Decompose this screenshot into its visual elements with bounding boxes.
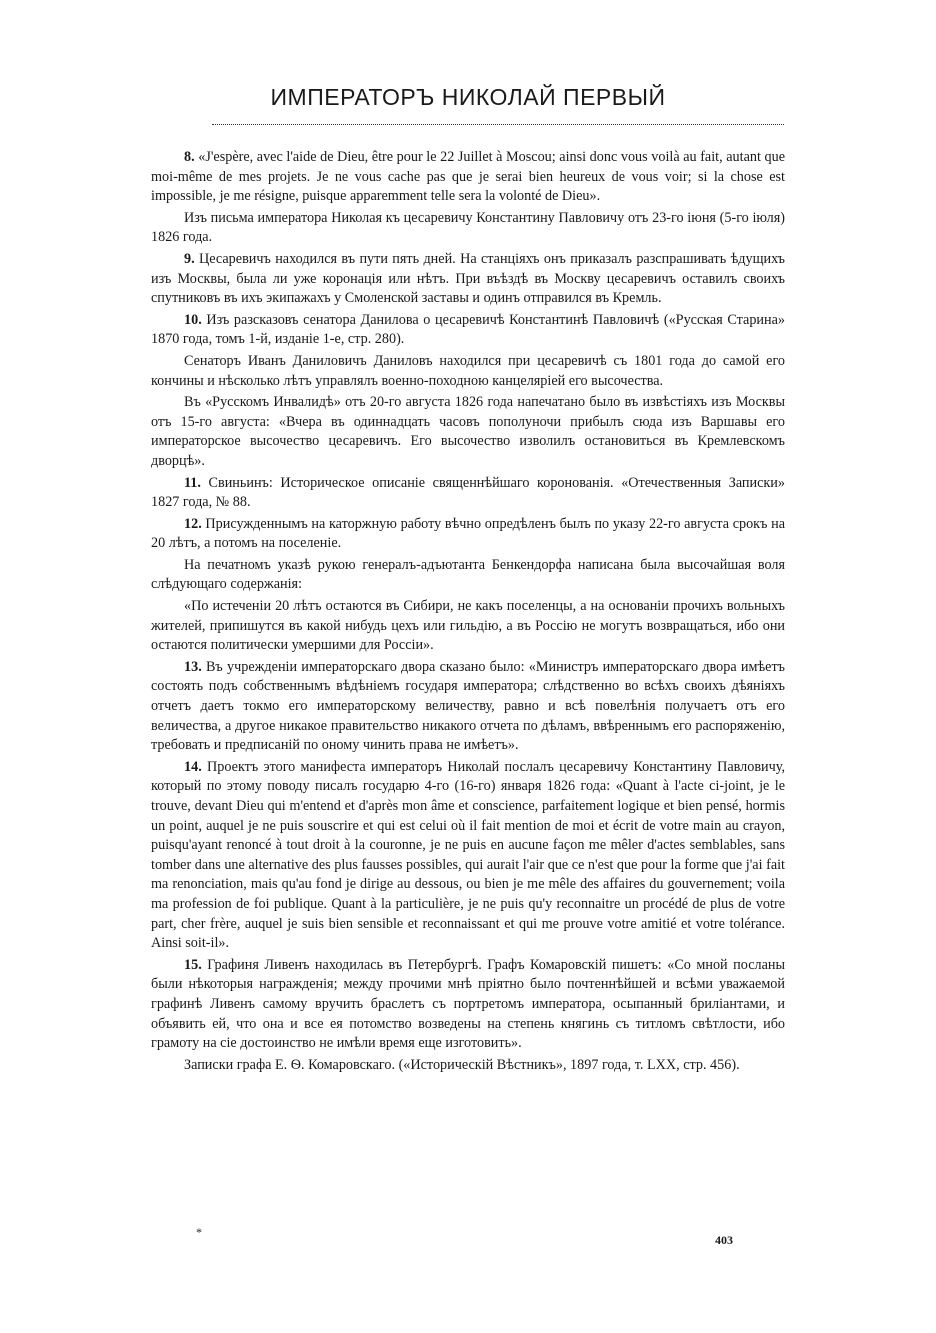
note-15: 15. Графиня Ливенъ находилась въ Петербургѣ. Графъ Комаровскій пишетъ: «Со мной посланы были нѣкоторыя награжденія; между прочими мнѣ пріятно было почтеннѣйшей и всѣми уважаемой графинѣ Ливенъ самому вручить браслетъ съ портретомъ императора, осыпанный бриліантами, и объявить ей, что она и все ея потомство возведены на степень княгинь съ титломъ свѣтлости, ибо грамоту на сіе достоинство не имѣли время еще изготовить». xyxy=(151,956,785,1052)
title-divider xyxy=(212,124,784,125)
note-15-source: Записки графа Е. Ѳ. Комаровскаго. («Историческій Вѣстникъ», 1897 года, т. LXX, стр. 456). xyxy=(184,1056,740,1073)
note-9: 9. Цесаревичъ находился въ пути пять дней. На станціяхъ онъ приказалъ разспрашивать ѣдущихъ изъ Москвы, была ли уже коронація или нѣтъ. При въѣздѣ въ Москву цесаревичъ оставилъ своихъ спутниковъ въ ихъ экипажахъ у Смоленской заставы и одинъ отправился въ Кремль. xyxy=(151,250,786,307)
page-number: 403 xyxy=(715,1233,733,1247)
note-10: 10. Изъ разсказовъ сенатора Данилова о цесаревичѣ Константинѣ Павловичѣ («Русская Старина» 1870 года, томъ 1-й, изданіе 1-е, стр. 280). xyxy=(151,311,785,348)
note-13: 13. Въ учрежденіи императорскаго двора сказано было: «Министръ императорскаго двора имѣетъ состоять подъ собственнымъ вѣдѣніемъ государя императора; слѣдственно во всѣхъ своихъ дѣяніяхъ отчетъ даетъ токмо его императорскому величеству, равно и всѣ повелѣнія получаетъ отъ его величества, а другое никакое правительство никакого отчета по дѣламъ, ввѣреннымъ его распоряженію, требовать и предписаній по оному чинить права не имѣетъ». xyxy=(151,658,785,754)
note-12-para-2: На печатномъ указѣ рукою генералъ-адъютанта Бенкендорфа написана была высочайшая воля слѣдующаго содержанія: xyxy=(151,556,785,593)
footnote-mark: * xyxy=(196,1225,202,1239)
note-10-para-2: Сенаторъ Иванъ Даниловичъ Даниловъ находился при цесаревичѣ съ 1801 года до самой его кончины и нѣсколько лѣтъ управлялъ военно-походною канцеляріей его высочества. xyxy=(151,352,785,389)
note-10-para-3: Въ «Русскомъ Инвалидѣ» отъ 20-го августа 1826 года напечатано было въ извѣстіяхъ изъ Москвы отъ 15-го августа: «Вчера въ одиннадцать часовъ пополуночи прибылъ сюда изъ Варшавы его императорское высочество цесаревичъ. Его высочество изволилъ остановиться въ Кремлевскомъ дворцѣ». xyxy=(151,394,785,469)
note-11: 11. Свиньинъ: Историческое описаніе священнѣйшаго коронованія. «Отечественныя Записки» 1827 года, № 88. xyxy=(151,474,785,511)
note-8: 8. «J'espère, avec l'aide de Dieu, être pour le 22 Juillet à Moscou; ainsi donc vous voilà au fait, autant que moi-même de mes projets. Je ne vous cache pas que je serai bien heureux de vous voir; si la chose est impossible, je me résigne, puisque apparemment telle sera la volonté de Dieu». xyxy=(151,149,786,205)
note-14: 14. Проектъ этого манифеста императоръ Николай послалъ цесаревичу Константину Павловичу, который по этому поводу писалъ государю 4-го (16-го) января 1826 года: «Quant à l'acte ci-joint, je le trouve, devant Dieu qui m'entend et d'après mon âme et conscience, parfaitement logique et bien pensé, hormis un point, auquel je ne puis souscrire et qui est celui où il fait mention de moi et écrit de votre main au crayon, puisqu'ayant renoncé à tout droit à la couronne, je ne puis en aucune façon me mêler d'actes semblables, sans tomber dans une alternative des plus fausses possibles, qui aurait l'air que ce n'est que pour la forme que j'ai fait ma renonciation, mais qu'au fond je dirige au dessous, ou bien je me mêle des affaires du gouvernement; voila ma profession de foi publique. Quant à la particulière, je ne puis qu'y reconnaitre un procédé de plus de votre part, cher frère, auquel je suis bien sensible et reconnaissant et qui me prouve votre amitié et votre tolérance. Ainsi soit-il». xyxy=(151,758,786,952)
notes-body xyxy=(151,148,785,1077)
note-12-quote: «По истеченіи 20 лѣтъ остаются въ Сибири, не какъ поселенцы, а на основаніи прочихъ вольныхъ жителей, припишутся въ какой нибудь цехъ или гильдію, а въ Россію не могутъ возвращаться, ибо они остаются политически умершими для Россіи». xyxy=(151,598,785,654)
note-12: 12. Присужденнымъ на каторжную работу вѣчно опредѣленъ былъ по указу 22-го августа срокъ на 20 лѣтъ, а потомъ на поселеніе. xyxy=(151,515,785,552)
note-8-source: Изъ письма императора Николая къ цесаревичу Константину Павловичу отъ 23-го іюня (5-го іюля) 1826 года. xyxy=(151,209,785,246)
page-title: ИМПЕРАТОРЪ НИКОЛАЙ ПЕРВЫЙ xyxy=(270,84,666,110)
